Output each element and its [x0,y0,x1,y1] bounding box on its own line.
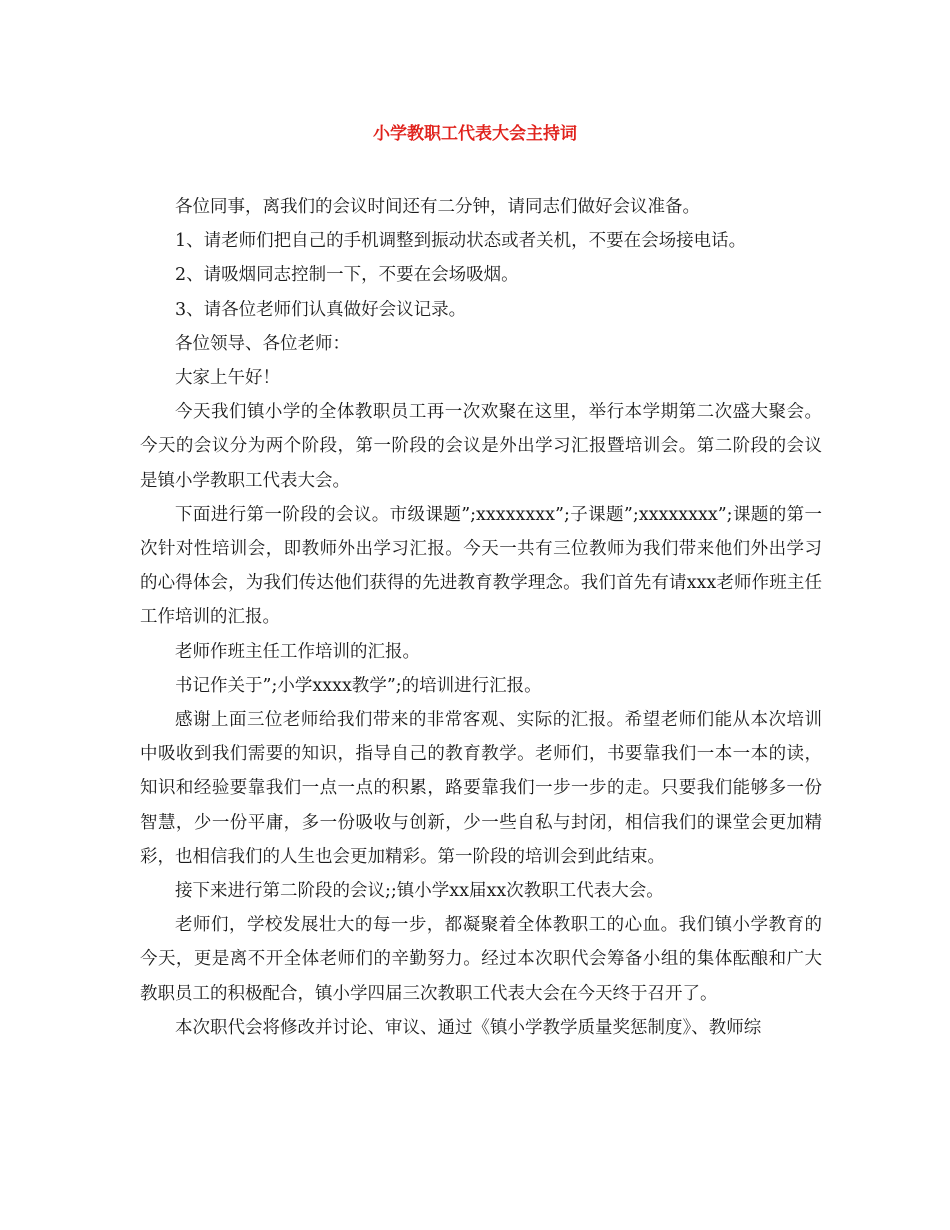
paragraph-prepare-notice: 各位同事，离我们的会议时间还有二分钟，请同志们做好会议准备。 [175,197,700,217]
paragraph-rule-phone: 1、请老师们把自己的手机调整到振动状态或者关机，不要在会场接电话。 [175,231,747,252]
paragraph-greeting: 大家上午好！ [175,368,280,389]
paragraph-salutation: 各位领导、各位老师： [175,333,350,354]
paragraph-congress-agenda: 本次职代会将修改并讨论、审议、通过《镇小学教学质量奖惩制度》、教师综 [175,1017,762,1038]
paragraph-report-class: 老师作班主任工作培训的汇报。 [175,641,420,662]
paragraph-thanks: 感谢上面三位老师给我们带来的非常客观、实际的汇报。希望老师们能从本次培训中吸收到我们需要的知识，指导自己的教育教学。老师们，书要靠我们一本一本的读，知识和经验要靠我们一点一点的积累，路要靠我们一步一步的走。只要我们能够多一份智慧，少一份平庸，多一份吸收与创新，少一些自私与封闭，相信我们的课堂会更加精彩，也相信我们的人生也会更加精彩。第一阶段的培训会到此结束。 [140,710,822,867]
paragraph-congress-open: 老师们，学校发展壮大的每一步，都凝聚着全体教职工的心血。我们镇小学教育的今天，更是离不开全体老师们的辛勤努力。经过本次职代会筹备小组的集体酝酿和广大教职员工的积极配合，镇小学四届三次教职工代表大会在今天终于召开了。 [140,915,822,1004]
paragraph-report-secretary: 书记作关于”;小学xxxx教学”;的培训进行汇报。 [175,675,542,696]
paragraph-stage-one: 下面进行第一阶段的会议。市级课题”;xxxxxxxx”;子课题”;xxxxxxxx”;课题的第一次针对性培训会，即教师外出学习汇报。今天一共有三位教师为我们带来他们外出学习的心得体会，为我们传达他们获得的先进教育教学理念。我们首先有请xxx老师作班主任工作培训的汇报。 [140,504,822,628]
document-body [140,190,822,1045]
document-title: 小学教职工代表大会主持词 [373,124,577,144]
paragraph-stage-two: 接下来进行第二阶段的会议;;镇小学xx届xx次教职工代表大会。 [175,881,664,902]
paragraph-rule-notes: 3、请各位老师们认真做好会议记录。 [175,299,467,320]
paragraph-intro: 今天我们镇小学的全体教职员工再一次欢聚在这里，举行本学期第二次盛大聚会。今天的会议分为两个阶段，第一阶段的会议是外出学习汇报暨培训会。第二阶段的会议是镇小学教职工代表大会。 [140,402,822,491]
paragraph-rule-smoking: 2、请吸烟同志控制一下，不要在会场吸烟。 [175,265,519,286]
